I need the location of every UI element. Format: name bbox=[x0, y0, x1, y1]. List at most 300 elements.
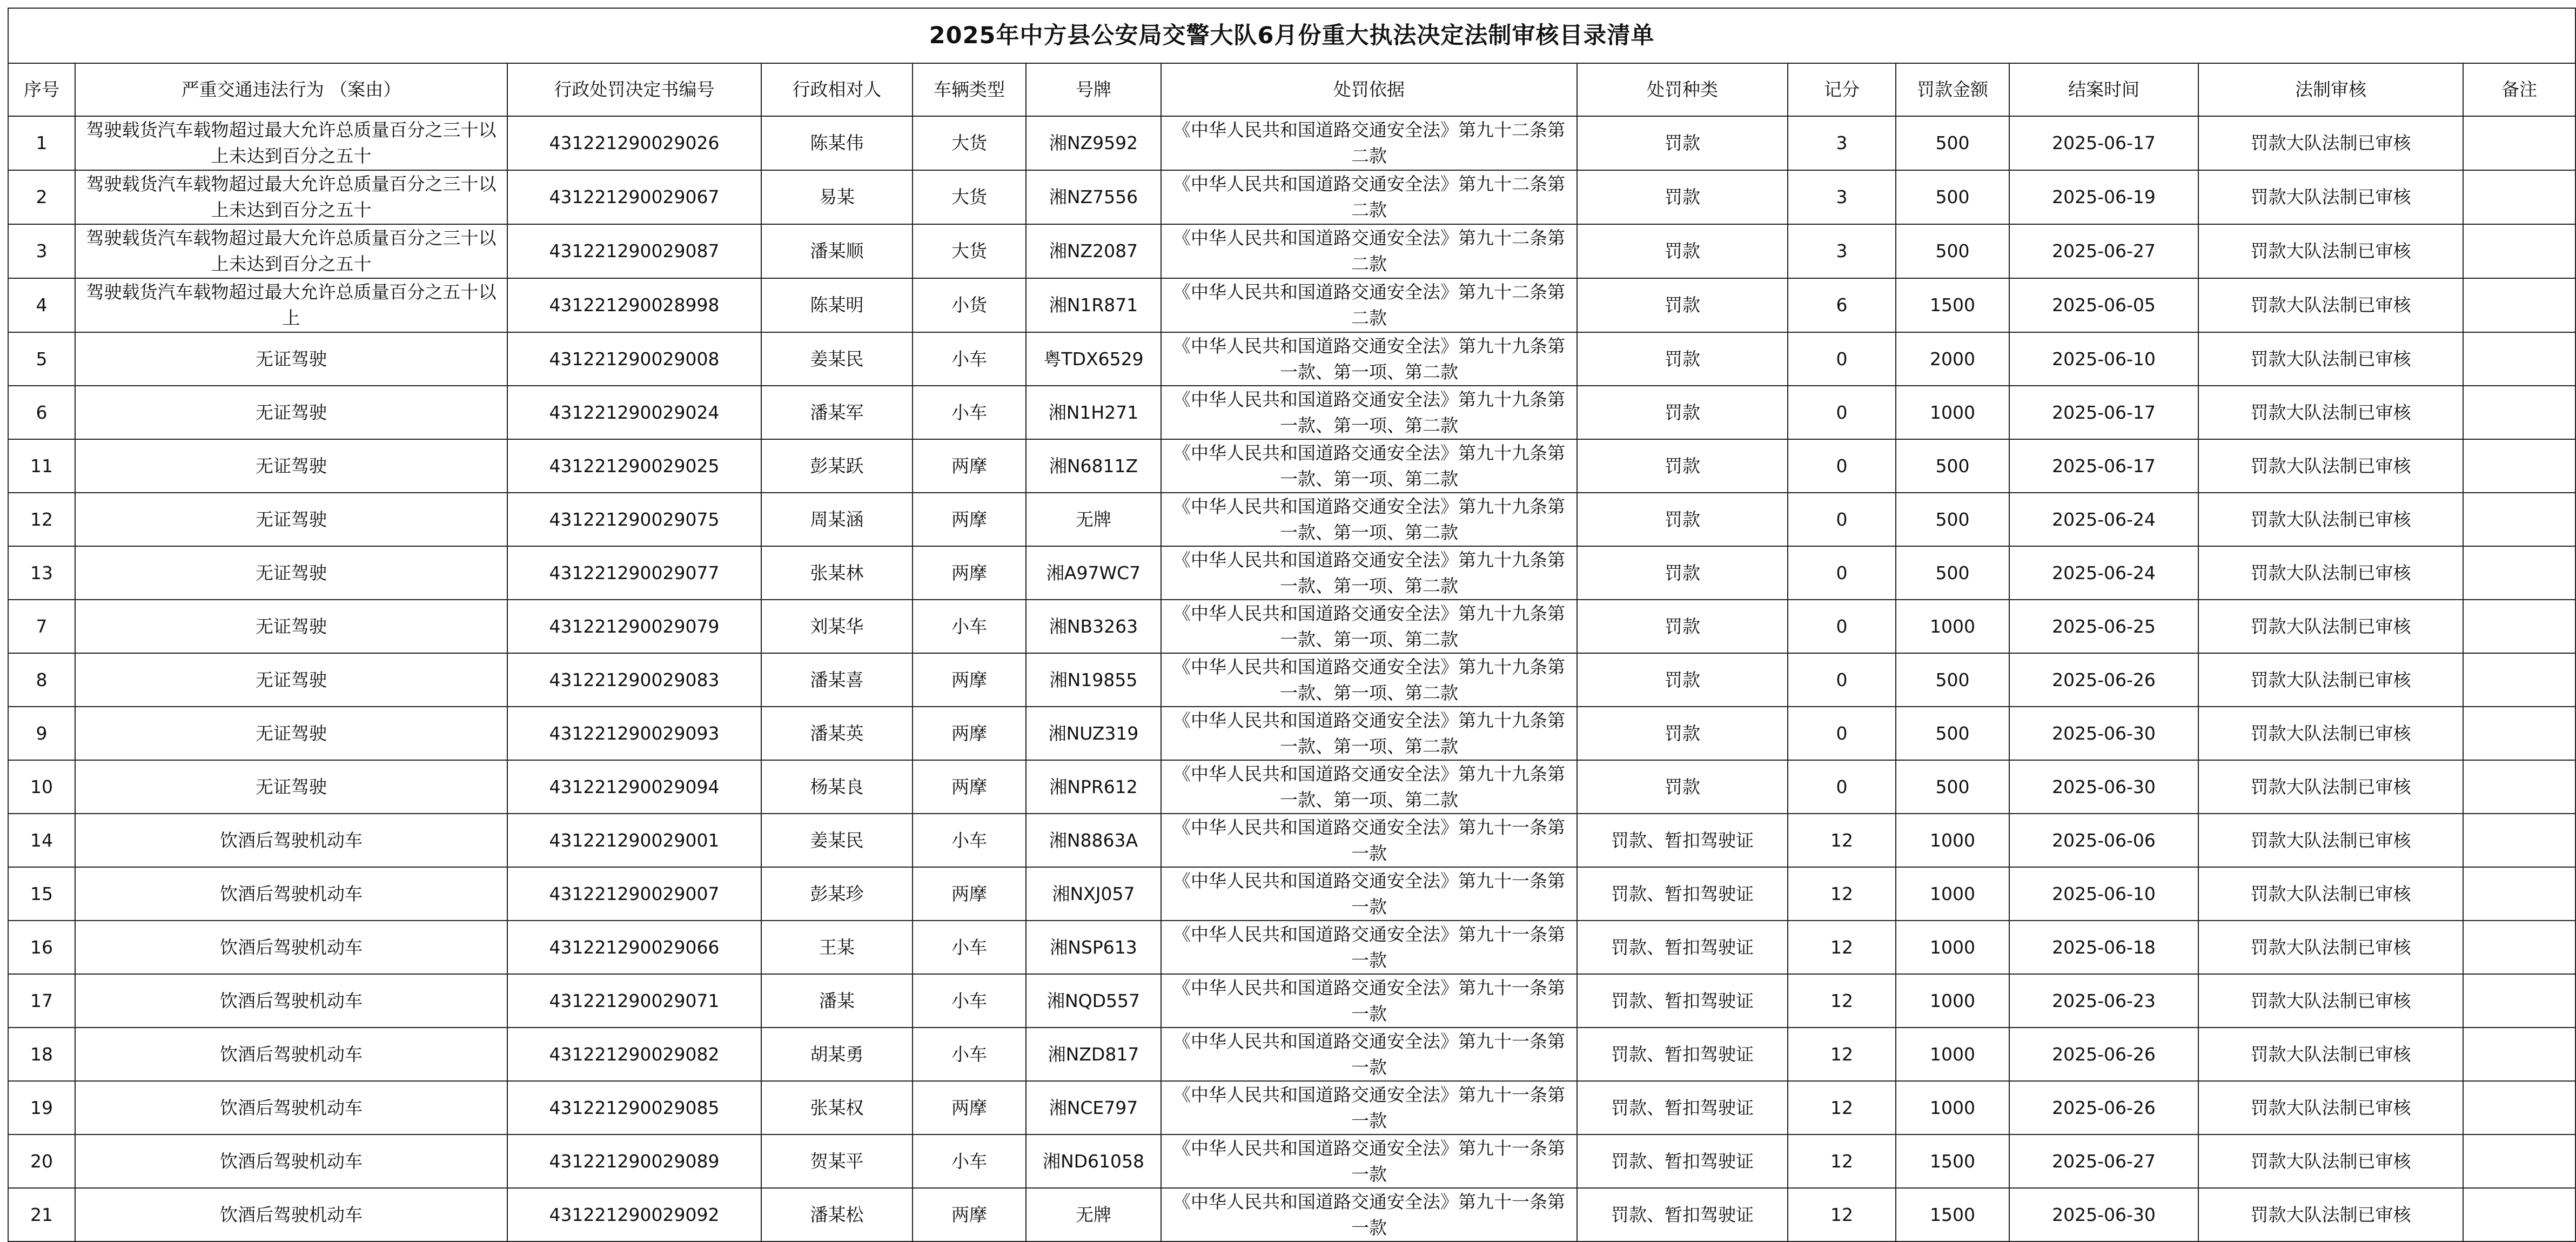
cell-decision-number: 431221290029089 bbox=[507, 1134, 761, 1188]
cell-decision-number: 431221290029092 bbox=[507, 1188, 761, 1241]
cell-decision-number: 431221290029025 bbox=[507, 439, 761, 493]
cell-decision-number: 431221290029094 bbox=[507, 760, 761, 814]
table-row bbox=[8, 170, 2575, 224]
cell-legal-review: 罚款大队法制已审核 bbox=[2198, 1188, 2463, 1241]
cell-points: 3 bbox=[1788, 224, 1896, 278]
cell-penalty-type: 罚款 bbox=[1577, 546, 1788, 600]
cell-party: 张某权 bbox=[761, 1081, 913, 1134]
col-header-plate: 号牌 bbox=[1026, 63, 1161, 116]
col-header-legal-basis: 处罚依据 bbox=[1161, 63, 1577, 116]
cell-seq: 3 bbox=[8, 224, 75, 278]
cell-party: 杨某良 bbox=[761, 760, 913, 814]
cell-legal-basis: 《中华人民共和国道路交通安全法》第九十九条第一款、第一项、第二款 bbox=[1161, 493, 1577, 546]
cell-violation: 无证驾驶 bbox=[75, 707, 507, 760]
cell-decision-number: 431221290029008 bbox=[507, 332, 761, 386]
cell-legal-review: 罚款大队法制已审核 bbox=[2198, 116, 2463, 170]
cell-legal-basis: 《中华人民共和国道路交通安全法》第九十一条第一款 bbox=[1161, 1028, 1577, 1081]
title-row bbox=[8, 8, 2575, 63]
cell-plate: 湘N1R871 bbox=[1026, 278, 1161, 332]
cell-closing-date: 2025-06-18 bbox=[2009, 921, 2198, 974]
cell-seq: 6 bbox=[8, 386, 75, 439]
table-row bbox=[8, 116, 2575, 170]
table-body bbox=[8, 116, 2575, 1241]
cell-party: 周某涵 bbox=[761, 493, 913, 546]
cell-points: 0 bbox=[1788, 707, 1896, 760]
cell-legal-review: 罚款大队法制已审核 bbox=[2198, 867, 2463, 921]
col-header-decision-number: 行政处罚决定书编号 bbox=[507, 63, 761, 116]
cell-remarks bbox=[2463, 921, 2575, 974]
cell-points: 0 bbox=[1788, 760, 1896, 814]
cell-vehicle-type: 两摩 bbox=[913, 493, 1026, 546]
cell-party: 彭某珍 bbox=[761, 867, 913, 921]
cell-remarks bbox=[2463, 116, 2575, 170]
cell-party: 刘某华 bbox=[761, 600, 913, 653]
cell-legal-basis: 《中华人民共和国道路交通安全法》第九十一条第一款 bbox=[1161, 814, 1577, 867]
cell-violation: 饮酒后驾驶机动车 bbox=[75, 814, 507, 867]
cell-points: 0 bbox=[1788, 600, 1896, 653]
cell-party: 姜某民 bbox=[761, 332, 913, 386]
cell-points: 0 bbox=[1788, 439, 1896, 493]
cell-plate: 湘ND61058 bbox=[1026, 1134, 1161, 1188]
cell-vehicle-type: 小车 bbox=[913, 814, 1026, 867]
cell-fine: 500 bbox=[1896, 760, 2009, 814]
cell-vehicle-type: 两摩 bbox=[913, 439, 1026, 493]
cell-plate: 湘NXJ057 bbox=[1026, 867, 1161, 921]
cell-closing-date: 2025-06-10 bbox=[2009, 332, 2198, 386]
col-header-closing-date: 结案时间 bbox=[2009, 63, 2198, 116]
cell-legal-review: 罚款大队法制已审核 bbox=[2198, 439, 2463, 493]
cell-decision-number: 431221290029079 bbox=[507, 600, 761, 653]
cell-closing-date: 2025-06-17 bbox=[2009, 386, 2198, 439]
cell-closing-date: 2025-06-24 bbox=[2009, 546, 2198, 600]
cell-penalty-type: 罚款 bbox=[1577, 653, 1788, 707]
cell-violation: 无证驾驶 bbox=[75, 653, 507, 707]
cell-points: 12 bbox=[1788, 1188, 1896, 1241]
cell-remarks bbox=[2463, 439, 2575, 493]
cell-party: 陈某伟 bbox=[761, 116, 913, 170]
table-row bbox=[8, 386, 2575, 439]
cell-violation: 饮酒后驾驶机动车 bbox=[75, 1188, 507, 1241]
cell-remarks bbox=[2463, 386, 2575, 439]
table-row bbox=[8, 278, 2575, 332]
cell-party: 潘某英 bbox=[761, 707, 913, 760]
cell-vehicle-type: 大货 bbox=[913, 170, 1026, 224]
cell-penalty-type: 罚款、暂扣驾驶证 bbox=[1577, 814, 1788, 867]
cell-fine: 500 bbox=[1896, 439, 2009, 493]
col-header-remarks: 备注 bbox=[2463, 63, 2575, 116]
cell-vehicle-type: 两摩 bbox=[913, 653, 1026, 707]
cell-decision-number: 431221290029087 bbox=[507, 224, 761, 278]
cell-remarks bbox=[2463, 974, 2575, 1028]
cell-plate: 湘N19855 bbox=[1026, 653, 1161, 707]
cell-points: 3 bbox=[1788, 116, 1896, 170]
cell-remarks bbox=[2463, 707, 2575, 760]
col-header-points: 记分 bbox=[1788, 63, 1896, 116]
cell-remarks bbox=[2463, 546, 2575, 600]
cell-closing-date: 2025-06-26 bbox=[2009, 653, 2198, 707]
cell-closing-date: 2025-06-27 bbox=[2009, 1134, 2198, 1188]
cell-penalty-type: 罚款、暂扣驾驶证 bbox=[1577, 1188, 1788, 1241]
cell-penalty-type: 罚款 bbox=[1577, 760, 1788, 814]
col-header-party: 行政相对人 bbox=[761, 63, 913, 116]
cell-vehicle-type: 小车 bbox=[913, 600, 1026, 653]
cell-violation: 饮酒后驾驶机动车 bbox=[75, 1028, 507, 1081]
cell-legal-basis: 《中华人民共和国道路交通安全法》第九十九条第一款、第一项、第二款 bbox=[1161, 707, 1577, 760]
cell-violation: 无证驾驶 bbox=[75, 760, 507, 814]
cell-violation: 无证驾驶 bbox=[75, 546, 507, 600]
cell-fine: 500 bbox=[1896, 653, 2009, 707]
cell-legal-review: 罚款大队法制已审核 bbox=[2198, 1134, 2463, 1188]
cell-legal-review: 罚款大队法制已审核 bbox=[2198, 332, 2463, 386]
cell-party: 陈某明 bbox=[761, 278, 913, 332]
cell-fine: 1000 bbox=[1896, 1028, 2009, 1081]
cell-violation: 驾驶载货汽车载物超过最大允许总质量百分之三十以上未达到百分之五十 bbox=[75, 224, 507, 278]
cell-violation: 饮酒后驾驶机动车 bbox=[75, 1081, 507, 1134]
cell-seq: 7 bbox=[8, 600, 75, 653]
cell-seq: 14 bbox=[8, 814, 75, 867]
cell-legal-basis: 《中华人民共和国道路交通安全法》第九十一条第一款 bbox=[1161, 921, 1577, 974]
cell-legal-basis: 《中华人民共和国道路交通安全法》第九十九条第一款、第一项、第二款 bbox=[1161, 760, 1577, 814]
cell-legal-basis: 《中华人民共和国道路交通安全法》第九十九条第一款、第一项、第二款 bbox=[1161, 332, 1577, 386]
cell-vehicle-type: 小车 bbox=[913, 1028, 1026, 1081]
table-row bbox=[8, 653, 2575, 707]
cell-legal-basis: 《中华人民共和国道路交通安全法》第九十二条第二款 bbox=[1161, 116, 1577, 170]
cell-vehicle-type: 两摩 bbox=[913, 546, 1026, 600]
table-row bbox=[8, 974, 2575, 1028]
table-row bbox=[8, 1188, 2575, 1241]
cell-legal-basis: 《中华人民共和国道路交通安全法》第九十九条第一款、第一项、第二款 bbox=[1161, 600, 1577, 653]
cell-penalty-type: 罚款 bbox=[1577, 332, 1788, 386]
cell-decision-number: 431221290028998 bbox=[507, 278, 761, 332]
table-row bbox=[8, 921, 2575, 974]
cell-penalty-type: 罚款、暂扣驾驶证 bbox=[1577, 1134, 1788, 1188]
cell-party: 易某 bbox=[761, 170, 913, 224]
cell-points: 0 bbox=[1788, 386, 1896, 439]
cell-party: 贺某平 bbox=[761, 1134, 913, 1188]
cell-seq: 4 bbox=[8, 278, 75, 332]
cell-decision-number: 431221290029071 bbox=[507, 974, 761, 1028]
cell-remarks bbox=[2463, 170, 2575, 224]
cell-closing-date: 2025-06-27 bbox=[2009, 224, 2198, 278]
cell-legal-review: 罚款大队法制已审核 bbox=[2198, 224, 2463, 278]
cell-violation: 驾驶载货汽车载物超过最大允许总质量百分之三十以上未达到百分之五十 bbox=[75, 116, 507, 170]
cell-party: 潘某 bbox=[761, 974, 913, 1028]
cell-seq: 19 bbox=[8, 1081, 75, 1134]
cell-legal-review: 罚款大队法制已审核 bbox=[2198, 707, 2463, 760]
cell-penalty-type: 罚款 bbox=[1577, 116, 1788, 170]
cell-plate: 湘NPR612 bbox=[1026, 760, 1161, 814]
cell-closing-date: 2025-06-05 bbox=[2009, 278, 2198, 332]
cell-legal-basis: 《中华人民共和国道路交通安全法》第九十二条第二款 bbox=[1161, 278, 1577, 332]
cell-seq: 2 bbox=[8, 170, 75, 224]
cell-fine: 1000 bbox=[1896, 600, 2009, 653]
col-header-violation: 严重交通违法行为 （案由） bbox=[75, 63, 507, 116]
cell-plate: 湘NB3263 bbox=[1026, 600, 1161, 653]
cell-remarks bbox=[2463, 760, 2575, 814]
cell-legal-review: 罚款大队法制已审核 bbox=[2198, 278, 2463, 332]
cell-vehicle-type: 小车 bbox=[913, 332, 1026, 386]
cell-violation: 无证驾驶 bbox=[75, 386, 507, 439]
cell-penalty-type: 罚款 bbox=[1577, 439, 1788, 493]
cell-seq: 16 bbox=[8, 921, 75, 974]
cell-penalty-type: 罚款 bbox=[1577, 600, 1788, 653]
cell-legal-review: 罚款大队法制已审核 bbox=[2198, 386, 2463, 439]
cell-plate: 粤TDX6529 bbox=[1026, 332, 1161, 386]
table-row bbox=[8, 707, 2575, 760]
cell-party: 张某林 bbox=[761, 546, 913, 600]
cell-decision-number: 431221290029001 bbox=[507, 814, 761, 867]
cell-closing-date: 2025-06-30 bbox=[2009, 760, 2198, 814]
col-header-vehicle-type: 车辆类型 bbox=[913, 63, 1026, 116]
cell-closing-date: 2025-06-30 bbox=[2009, 707, 2198, 760]
table-row bbox=[8, 814, 2575, 867]
cell-remarks bbox=[2463, 814, 2575, 867]
cell-seq: 20 bbox=[8, 1134, 75, 1188]
cell-fine: 1000 bbox=[1896, 1081, 2009, 1134]
table-row bbox=[8, 760, 2575, 814]
cell-closing-date: 2025-06-30 bbox=[2009, 1188, 2198, 1241]
cell-party: 潘某军 bbox=[761, 386, 913, 439]
cell-points: 0 bbox=[1788, 493, 1896, 546]
cell-seq: 12 bbox=[8, 493, 75, 546]
cell-decision-number: 431221290029066 bbox=[507, 921, 761, 974]
cell-remarks bbox=[2463, 1134, 2575, 1188]
cell-legal-review: 罚款大队法制已审核 bbox=[2198, 1081, 2463, 1134]
cell-legal-review: 罚款大队法制已审核 bbox=[2198, 760, 2463, 814]
cell-party: 潘某喜 bbox=[761, 653, 913, 707]
cell-vehicle-type: 小车 bbox=[913, 921, 1026, 974]
cell-penalty-type: 罚款、暂扣驾驶证 bbox=[1577, 867, 1788, 921]
cell-violation: 饮酒后驾驶机动车 bbox=[75, 921, 507, 974]
cell-party: 潘某顺 bbox=[761, 224, 913, 278]
cell-legal-basis: 《中华人民共和国道路交通安全法》第九十九条第一款、第一项、第二款 bbox=[1161, 386, 1577, 439]
cell-fine: 2000 bbox=[1896, 332, 2009, 386]
cell-closing-date: 2025-06-26 bbox=[2009, 1028, 2198, 1081]
cell-remarks bbox=[2463, 493, 2575, 546]
cell-points: 6 bbox=[1788, 278, 1896, 332]
cell-plate: 无牌 bbox=[1026, 1188, 1161, 1241]
cell-party: 胡某勇 bbox=[761, 1028, 913, 1081]
cell-seq: 21 bbox=[8, 1188, 75, 1241]
cell-legal-review: 罚款大队法制已审核 bbox=[2198, 814, 2463, 867]
cell-plate: 湘NZ2087 bbox=[1026, 224, 1161, 278]
cell-plate: 湘A97WC7 bbox=[1026, 546, 1161, 600]
cell-points: 12 bbox=[1788, 814, 1896, 867]
cell-points: 0 bbox=[1788, 332, 1896, 386]
cell-seq: 5 bbox=[8, 332, 75, 386]
cell-violation: 驾驶载货汽车载物超过最大允许总质量百分之三十以上未达到百分之五十 bbox=[75, 170, 507, 224]
table-row bbox=[8, 1028, 2575, 1081]
table-row bbox=[8, 224, 2575, 278]
cell-points: 0 bbox=[1788, 546, 1896, 600]
cell-vehicle-type: 小车 bbox=[913, 974, 1026, 1028]
cell-vehicle-type: 两摩 bbox=[913, 1188, 1026, 1241]
cell-vehicle-type: 大货 bbox=[913, 116, 1026, 170]
cell-violation: 无证驾驶 bbox=[75, 493, 507, 546]
cell-legal-review: 罚款大队法制已审核 bbox=[2198, 493, 2463, 546]
cell-seq: 8 bbox=[8, 653, 75, 707]
cell-points: 12 bbox=[1788, 1081, 1896, 1134]
cell-points: 12 bbox=[1788, 921, 1896, 974]
cell-legal-basis: 《中华人民共和国道路交通安全法》第九十九条第一款、第一项、第二款 bbox=[1161, 546, 1577, 600]
cell-seq: 1 bbox=[8, 116, 75, 170]
cell-decision-number: 431221290029082 bbox=[507, 1028, 761, 1081]
cell-seq: 15 bbox=[8, 867, 75, 921]
cell-legal-basis: 《中华人民共和国道路交通安全法》第九十一条第一款 bbox=[1161, 1188, 1577, 1241]
table-row bbox=[8, 493, 2575, 546]
table-row bbox=[8, 1081, 2575, 1134]
cell-decision-number: 431221290029075 bbox=[507, 493, 761, 546]
cell-decision-number: 431221290029007 bbox=[507, 867, 761, 921]
cell-fine: 1000 bbox=[1896, 921, 2009, 974]
cell-legal-review: 罚款大队法制已审核 bbox=[2198, 974, 2463, 1028]
cell-points: 3 bbox=[1788, 170, 1896, 224]
cell-legal-review: 罚款大队法制已审核 bbox=[2198, 921, 2463, 974]
cell-vehicle-type: 小车 bbox=[913, 386, 1026, 439]
cell-fine: 1500 bbox=[1896, 1134, 2009, 1188]
cell-fine: 1000 bbox=[1896, 867, 2009, 921]
cell-points: 12 bbox=[1788, 1028, 1896, 1081]
cell-closing-date: 2025-06-19 bbox=[2009, 170, 2198, 224]
cell-fine: 1500 bbox=[1896, 278, 2009, 332]
cell-plate: 湘NCE797 bbox=[1026, 1081, 1161, 1134]
cell-legal-basis: 《中华人民共和国道路交通安全法》第九十一条第一款 bbox=[1161, 1134, 1577, 1188]
cell-plate: 无牌 bbox=[1026, 493, 1161, 546]
cell-party: 彭某跃 bbox=[761, 439, 913, 493]
cell-plate: 湘N8863A bbox=[1026, 814, 1161, 867]
cell-legal-basis: 《中华人民共和国道路交通安全法》第九十一条第一款 bbox=[1161, 1081, 1577, 1134]
cell-seq: 17 bbox=[8, 974, 75, 1028]
cell-vehicle-type: 小货 bbox=[913, 278, 1026, 332]
cell-fine: 1000 bbox=[1896, 974, 2009, 1028]
cell-decision-number: 431221290029026 bbox=[507, 116, 761, 170]
cell-remarks bbox=[2463, 1188, 2575, 1241]
column-header-row bbox=[8, 63, 2575, 116]
cell-fine: 500 bbox=[1896, 170, 2009, 224]
cell-fine: 500 bbox=[1896, 493, 2009, 546]
cell-plate: 湘N6811Z bbox=[1026, 439, 1161, 493]
cell-vehicle-type: 两摩 bbox=[913, 1081, 1026, 1134]
cell-decision-number: 431221290029067 bbox=[507, 170, 761, 224]
cell-violation: 饮酒后驾驶机动车 bbox=[75, 1134, 507, 1188]
cell-vehicle-type: 两摩 bbox=[913, 867, 1026, 921]
cell-legal-basis: 《中华人民共和国道路交通安全法》第九十一条第一款 bbox=[1161, 974, 1577, 1028]
cell-decision-number: 431221290029024 bbox=[507, 386, 761, 439]
review-list-table bbox=[8, 8, 2576, 1242]
cell-remarks bbox=[2463, 332, 2575, 386]
cell-plate: 湘NZ7556 bbox=[1026, 170, 1161, 224]
cell-seq: 10 bbox=[8, 760, 75, 814]
cell-points: 12 bbox=[1788, 1134, 1896, 1188]
cell-legal-basis: 《中华人民共和国道路交通安全法》第九十二条第二款 bbox=[1161, 170, 1577, 224]
cell-penalty-type: 罚款 bbox=[1577, 707, 1788, 760]
cell-fine: 500 bbox=[1896, 546, 2009, 600]
cell-fine: 500 bbox=[1896, 224, 2009, 278]
cell-penalty-type: 罚款 bbox=[1577, 493, 1788, 546]
cell-closing-date: 2025-06-17 bbox=[2009, 439, 2198, 493]
cell-points: 12 bbox=[1788, 867, 1896, 921]
cell-plate: 湘NUZ319 bbox=[1026, 707, 1161, 760]
cell-fine: 1500 bbox=[1896, 1188, 2009, 1241]
cell-violation: 无证驾驶 bbox=[75, 439, 507, 493]
table-row bbox=[8, 546, 2575, 600]
cell-plate: 湘NZD817 bbox=[1026, 1028, 1161, 1081]
cell-penalty-type: 罚款、暂扣驾驶证 bbox=[1577, 1028, 1788, 1081]
cell-seq: 11 bbox=[8, 439, 75, 493]
cell-closing-date: 2025-06-06 bbox=[2009, 814, 2198, 867]
cell-vehicle-type: 两摩 bbox=[913, 760, 1026, 814]
cell-fine: 1000 bbox=[1896, 386, 2009, 439]
cell-remarks bbox=[2463, 1028, 2575, 1081]
cell-legal-review: 罚款大队法制已审核 bbox=[2198, 546, 2463, 600]
table-row bbox=[8, 1134, 2575, 1188]
cell-violation: 驾驶载货汽车载物超过最大允许总质量百分之五十以上 bbox=[75, 278, 507, 332]
cell-fine: 500 bbox=[1896, 707, 2009, 760]
cell-legal-basis: 《中华人民共和国道路交通安全法》第九十一条第一款 bbox=[1161, 867, 1577, 921]
document-title: 2025年中方县公安局交警大队6月份重大执法决定法制审核目录清单 bbox=[8, 8, 2575, 63]
cell-penalty-type: 罚款 bbox=[1577, 278, 1788, 332]
cell-plate: 湘N1H271 bbox=[1026, 386, 1161, 439]
cell-party: 王某 bbox=[761, 921, 913, 974]
cell-remarks bbox=[2463, 1081, 2575, 1134]
cell-vehicle-type: 小车 bbox=[913, 1134, 1026, 1188]
cell-legal-basis: 《中华人民共和国道路交通安全法》第九十二条第二款 bbox=[1161, 224, 1577, 278]
cell-points: 0 bbox=[1788, 653, 1896, 707]
cell-violation: 饮酒后驾驶机动车 bbox=[75, 867, 507, 921]
table-row bbox=[8, 867, 2575, 921]
cell-penalty-type: 罚款 bbox=[1577, 170, 1788, 224]
cell-fine: 500 bbox=[1896, 116, 2009, 170]
cell-penalty-type: 罚款、暂扣驾驶证 bbox=[1577, 921, 1788, 974]
cell-vehicle-type: 大货 bbox=[913, 224, 1026, 278]
cell-closing-date: 2025-06-23 bbox=[2009, 974, 2198, 1028]
table-row bbox=[8, 439, 2575, 493]
cell-decision-number: 431221290029085 bbox=[507, 1081, 761, 1134]
table-row bbox=[8, 600, 2575, 653]
cell-penalty-type: 罚款、暂扣驾驶证 bbox=[1577, 1081, 1788, 1134]
cell-penalty-type: 罚款 bbox=[1577, 386, 1788, 439]
col-header-fine: 罚款金额 bbox=[1896, 63, 2009, 116]
cell-remarks bbox=[2463, 867, 2575, 921]
cell-closing-date: 2025-06-10 bbox=[2009, 867, 2198, 921]
cell-violation: 无证驾驶 bbox=[75, 600, 507, 653]
cell-points: 12 bbox=[1788, 974, 1896, 1028]
cell-remarks bbox=[2463, 653, 2575, 707]
cell-legal-review: 罚款大队法制已审核 bbox=[2198, 170, 2463, 224]
table-row bbox=[8, 332, 2575, 386]
cell-seq: 9 bbox=[8, 707, 75, 760]
cell-legal-review: 罚款大队法制已审核 bbox=[2198, 1028, 2463, 1081]
cell-party: 潘某松 bbox=[761, 1188, 913, 1241]
cell-legal-basis: 《中华人民共和国道路交通安全法》第九十九条第一款、第一项、第二款 bbox=[1161, 653, 1577, 707]
cell-seq: 18 bbox=[8, 1028, 75, 1081]
cell-party: 姜某民 bbox=[761, 814, 913, 867]
cell-plate: 湘NQD557 bbox=[1026, 974, 1161, 1028]
cell-closing-date: 2025-06-17 bbox=[2009, 116, 2198, 170]
col-header-seq: 序号 bbox=[8, 63, 75, 116]
cell-remarks bbox=[2463, 224, 2575, 278]
col-header-legal-review: 法制审核 bbox=[2198, 63, 2463, 116]
col-header-penalty-type: 处罚种类 bbox=[1577, 63, 1788, 116]
cell-closing-date: 2025-06-25 bbox=[2009, 600, 2198, 653]
cell-plate: 湘NZ9592 bbox=[1026, 116, 1161, 170]
cell-decision-number: 431221290029083 bbox=[507, 653, 761, 707]
cell-seq: 13 bbox=[8, 546, 75, 600]
cell-closing-date: 2025-06-24 bbox=[2009, 493, 2198, 546]
cell-decision-number: 431221290029077 bbox=[507, 546, 761, 600]
cell-legal-basis: 《中华人民共和国道路交通安全法》第九十九条第一款、第一项、第二款 bbox=[1161, 439, 1577, 493]
cell-legal-review: 罚款大队法制已审核 bbox=[2198, 600, 2463, 653]
